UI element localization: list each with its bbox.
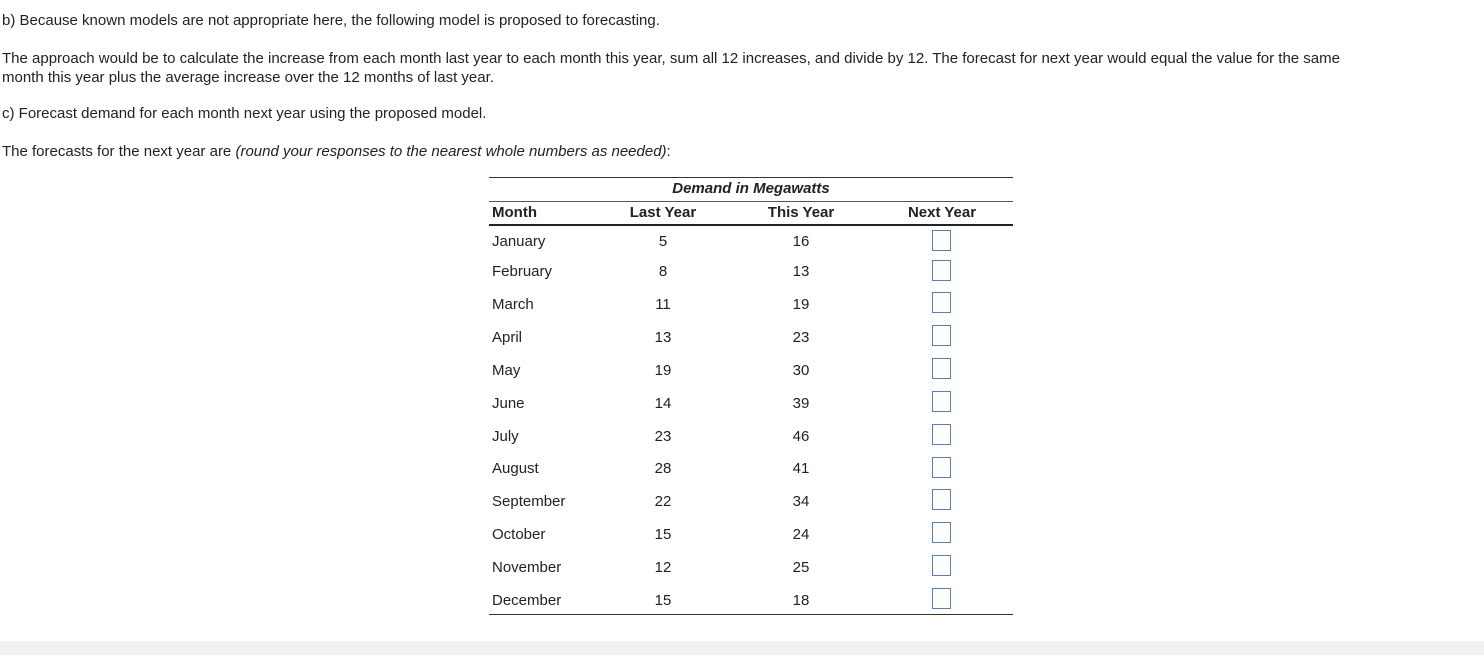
cell-last-year: 13: [654, 329, 672, 346]
cell-month: July: [492, 428, 519, 445]
cell-month: November: [492, 559, 562, 576]
cell-month: October: [492, 526, 546, 543]
cell-month: September: [492, 493, 566, 510]
table-bottom-rule: [489, 614, 1013, 615]
forecast-instruction: [2, 142, 671, 161]
approach-line-2: month this year plus the average increase over the 12 months of last year.: [2, 69, 494, 86]
cell-this-year: 18: [792, 592, 810, 609]
page-footer-band: [0, 641, 1484, 655]
rounding-hint: (round your responses to the nearest whole numbers as needed): [235, 143, 667, 160]
header-month: Month: [492, 204, 537, 221]
cell-last-year: 5: [658, 233, 668, 250]
approach-line-1: The approach would be to calculate the increase from each month last year to each month this year, sum all 12 increases, and divide by 12. The forecast for next year would equal the value for the same: [2, 50, 1340, 67]
cell-last-year: 15: [654, 526, 672, 543]
cell-month: April: [492, 329, 523, 346]
next-year-input-october[interactable]: [932, 522, 951, 543]
next-year-input-december[interactable]: [932, 588, 951, 609]
header-last-year: Last Year: [629, 204, 697, 221]
cell-last-year: 12: [654, 559, 672, 576]
next-year-input-june[interactable]: [932, 391, 951, 412]
cell-this-year: 13: [792, 263, 810, 280]
cell-last-year: 14: [654, 395, 672, 412]
part-c-text: c) Forecast demand for each month next year using the proposed model.: [2, 105, 487, 122]
cell-last-year: 28: [654, 460, 672, 477]
cell-last-year: 11: [655, 296, 671, 313]
cell-month: June: [492, 395, 525, 412]
forecast-suffix: :: [666, 143, 671, 160]
cell-this-year: 23: [792, 329, 810, 346]
cell-this-year: 39: [792, 395, 810, 412]
cell-month: February: [492, 263, 553, 280]
next-year-input-april[interactable]: [932, 325, 951, 346]
table-caption-text: Demand in Megawatts: [672, 180, 830, 197]
cell-last-year: 19: [654, 362, 672, 379]
header-this-year: This Year: [767, 204, 835, 221]
cell-last-year: 15: [654, 592, 672, 609]
next-year-input-march[interactable]: [932, 292, 951, 313]
header-rule: [489, 224, 1013, 226]
next-year-input-august[interactable]: [932, 457, 951, 478]
caption-underline: [489, 201, 1013, 202]
header-next-year: Next Year: [907, 204, 977, 221]
cell-this-year: 46: [792, 428, 810, 445]
next-year-input-september[interactable]: [932, 489, 951, 510]
cell-month: August: [492, 460, 539, 477]
cell-this-year: 24: [792, 526, 810, 543]
cell-month: January: [492, 233, 546, 250]
table-top-rule: [489, 177, 1013, 178]
cell-this-year: 25: [792, 559, 810, 576]
cell-month: December: [492, 592, 562, 609]
next-year-input-may[interactable]: [932, 358, 951, 379]
cell-this-year: 41: [792, 460, 810, 477]
part-b-text: b) Because known models are not appropriate here, the following model is proposed to forecasting.: [2, 12, 660, 29]
cell-last-year: 22: [654, 493, 672, 510]
cell-month: March: [492, 296, 534, 313]
forecast-prefix: The forecasts for the next year are: [2, 143, 236, 160]
next-year-input-february[interactable]: [932, 260, 951, 281]
cell-this-year: 19: [792, 296, 810, 313]
next-year-input-november[interactable]: [932, 555, 951, 576]
cell-last-year: 23: [654, 428, 672, 445]
cell-this-year: 30: [792, 362, 810, 379]
cell-last-year: 8: [658, 263, 668, 280]
cell-month: May: [492, 362, 521, 379]
next-year-input-july[interactable]: [932, 424, 951, 445]
approach-text: [2, 49, 1340, 87]
next-year-input-january[interactable]: [932, 230, 951, 251]
cell-this-year: 34: [792, 493, 810, 510]
cell-this-year: 16: [792, 233, 810, 250]
table-caption: [489, 180, 1013, 198]
